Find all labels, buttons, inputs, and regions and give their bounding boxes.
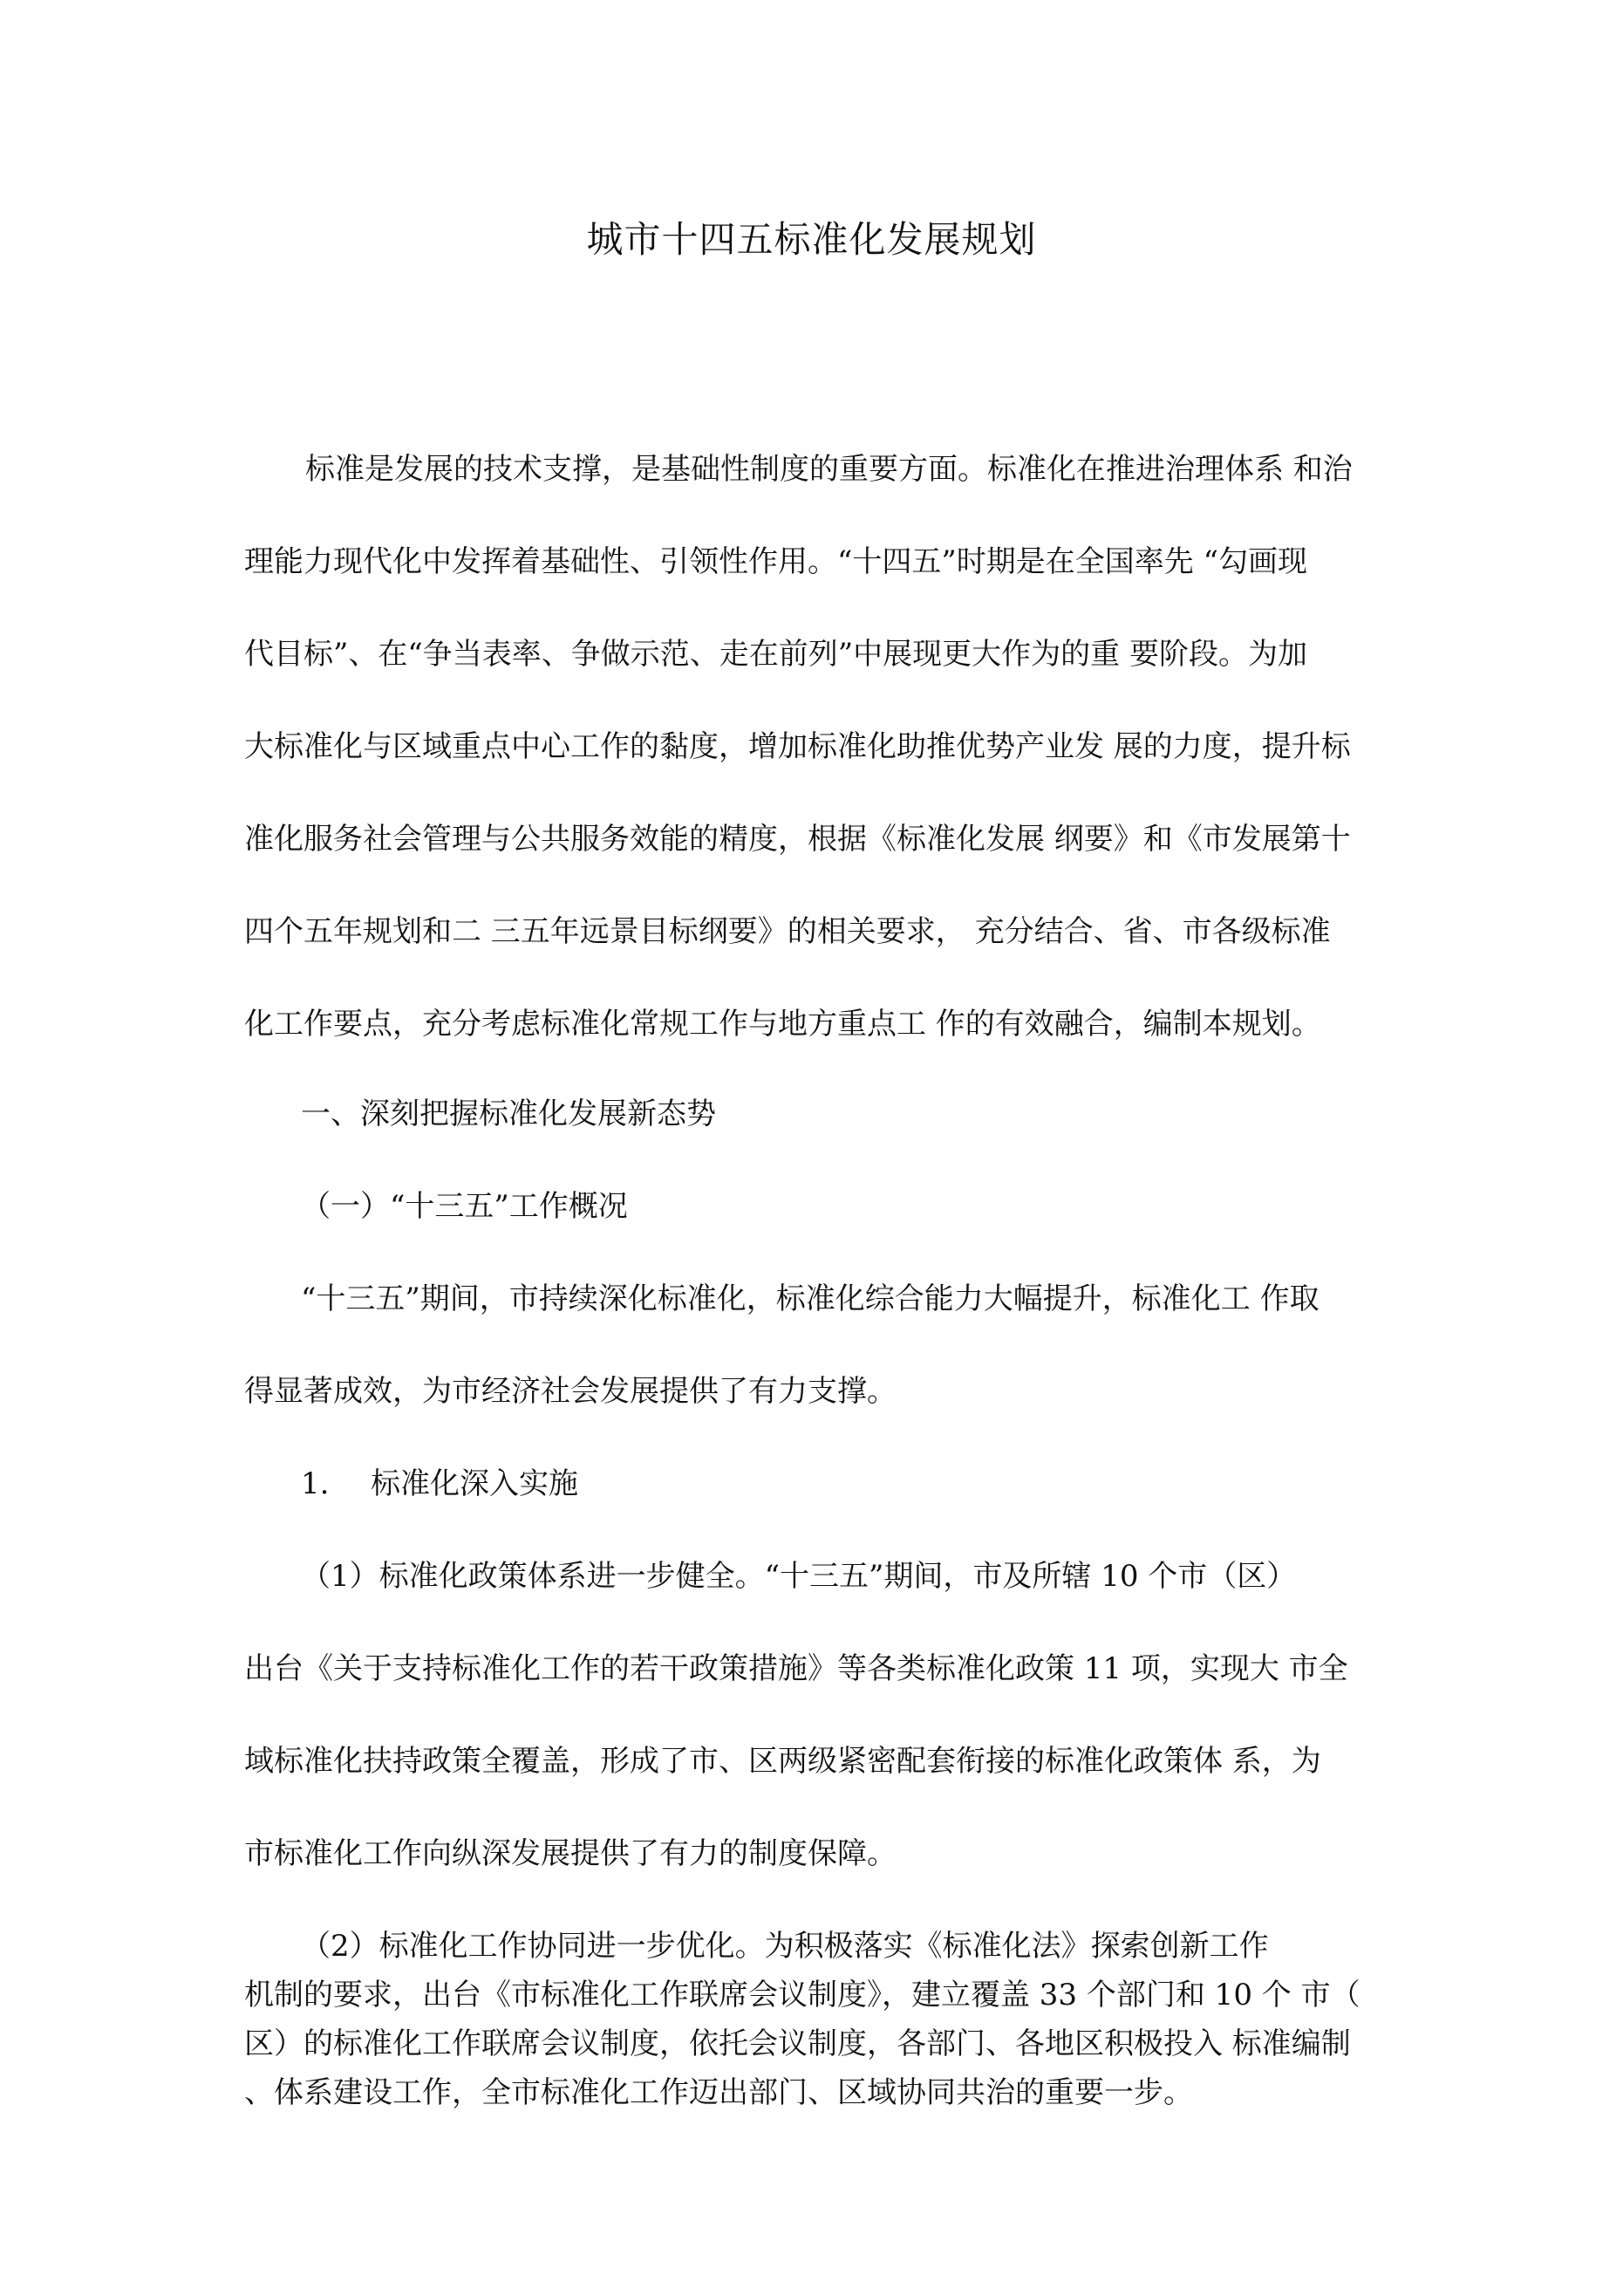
subsection-heading: （一）“十三五”工作概况: [301, 1189, 628, 1224]
paragraph-line: 理能力现代化中发挥着基础性、引领性作用。“十四五”时期是在全国率先 “勾画现: [244, 544, 1307, 579]
paragraph-line: （2）标准化工作协同进一步优化。为积极落实《标准化法》探索创新工作: [301, 1929, 1269, 1964]
paragraph-line: 标准是发展的技术支撑，是基础性制度的重要方面。标准化在推进治理体系 和治: [305, 452, 1353, 487]
paragraph-line: 域标准化扶持政策全覆盖，形成了市、区两级紧密配套衔接的标准化政策体 系，为: [244, 1744, 1321, 1779]
section-heading: 一、深刻把握标准化发展新态势: [301, 1097, 716, 1131]
paragraph-line: 区）的标准化工作联席会议制度，依托会议制度，各部门、各地区积极投入 标准编制: [244, 2026, 1351, 2061]
paragraph-line: 准化服务社会管理与公共服务效能的精度，根据《标准化发展 纲要》和《市发展第十: [244, 822, 1351, 857]
paragraph-line: “十三五”期间，市持续深化标准化，标准化综合能力大幅提升，标准化工 作取: [301, 1281, 1320, 1316]
paragraph-line: 市标准化工作向纵深发展提供了有力的制度保障。: [244, 1836, 897, 1871]
paragraph-line: （1）标准化政策体系进一步健全。“十三五”期间，市及所辖 10 个市（区）: [301, 1559, 1297, 1594]
numbered-item: [301, 1463, 1443, 1505]
paragraph-line: 四个五年规划和二 三五年远景目标纲要》的相关要求， 充分结合、省、市各级标准: [244, 914, 1331, 949]
paragraph-line: 得显著成效，为市经济社会发展提供了有力支撑。: [244, 1374, 897, 1409]
item-number: 1.: [301, 1466, 330, 1501]
paragraph-line: 大标准化与区域重点中心工作的黏度，增加标准化助推优势产业发 展的力度，提升标: [244, 729, 1351, 764]
paragraph-line: 机制的要求，出台《市标准化工作联席会议制度》，建立覆盖 33 个部门和 10 个 市（: [244, 1978, 1360, 2012]
paragraph-line: 出台《关于支持标准化工作的若干政策措施》等各类标准化政策 11 项，实现大 市全: [244, 1651, 1348, 1686]
paragraph-line: 、体系建设工作，全市标准化工作迈出部门、区域协同共治的重要一步。: [244, 2075, 1193, 2110]
paragraph-line: 代目标”、在“争当表率、争做示范、走在前列”中展现更大作为的重 要阶段。为加: [244, 637, 1307, 672]
paragraph-line: 化工作要点，充分考虑标准化常规工作与地方重点工 作的有效融合，编制本规划。: [244, 1007, 1321, 1042]
item-label: 标准化深入实施: [371, 1466, 578, 1501]
document-title: 城市十四五标准化发展规划: [586, 218, 1037, 261]
